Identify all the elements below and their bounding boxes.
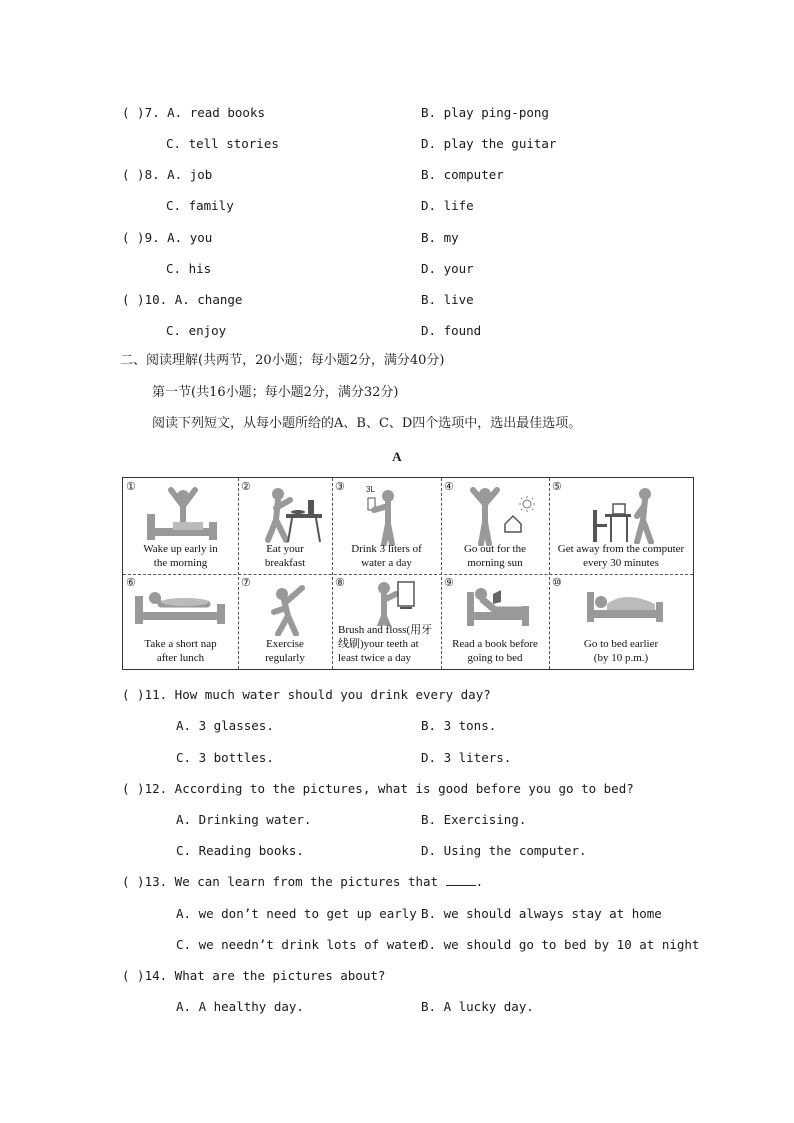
option-b: B. Exercising. [421, 812, 527, 827]
go-to-bed-icon [585, 586, 665, 622]
picture-caption: Go to bed earlier (by 10 p.m.) [583, 638, 659, 664]
section-title: 二、阅读理解(共两节，20小题；每小题2分，满分40分) [120, 353, 445, 368]
picture-caption: Eat your breakfast [264, 543, 306, 569]
question-10 [122, 292, 242, 308]
option-b: B. computer [421, 167, 504, 182]
picture-caption: Drink 3 liters of water a day [351, 543, 422, 569]
drink-water-icon [362, 482, 412, 546]
picture-4 [441, 478, 549, 574]
exercise-icon [258, 582, 312, 636]
question-number: ( )8. [122, 167, 168, 182]
option-a: A. we don’t need to get up early [176, 906, 417, 921]
question-number: ( )7. [122, 105, 168, 120]
picture-number: ⑤ [552, 480, 562, 493]
picture-5 [549, 478, 693, 574]
option-c: C. tell stories [166, 136, 279, 151]
option-d: D. Using the computer. [421, 843, 587, 858]
stem-text: ( )13. We can learn from the pictures that [122, 874, 446, 889]
option-b: B. we should always stay at home [421, 906, 662, 921]
option-a: A. change [174, 292, 243, 307]
picture-caption: Go out for the morning sun [463, 543, 526, 569]
picture-2 [238, 478, 332, 574]
picture-number: ② [241, 480, 251, 493]
picture-number: ⑩ [552, 576, 562, 589]
option-c: C. we needn’t drink lots of water [176, 937, 425, 952]
option-b: B. play ping-pong [421, 105, 549, 120]
breakfast-icon [256, 484, 324, 544]
question-9 [122, 230, 212, 246]
option-d: D. 3 liters. [421, 750, 512, 765]
question-8 [122, 167, 212, 183]
picture-number: ⑦ [241, 576, 251, 589]
option-d: D. your [421, 261, 474, 276]
question-11-stem: ( )11. How much water should you drink every day? [122, 687, 491, 702]
option-a: A. A healthy day. [176, 999, 304, 1014]
option-b: B. live [421, 292, 474, 307]
picture-number: ⑧ [335, 576, 345, 589]
picture-number: ③ [335, 480, 345, 493]
option-c: C. enjoy [166, 323, 227, 338]
option-c: C. family [166, 198, 234, 213]
answer-blank [446, 874, 476, 886]
option-d: D. we should go to bed by 10 at night [421, 937, 700, 952]
option-c: C. Reading books. [176, 843, 304, 858]
picture-6 [123, 574, 238, 669]
option-c: C. his [166, 261, 212, 276]
picture-caption: Exercise regularly [265, 638, 305, 664]
passage-label: A [392, 449, 402, 464]
option-b: B. my [421, 230, 459, 245]
option-b: B. A lucky day. [421, 999, 534, 1014]
instruction: 阅读下列短文，从每小题所给的A、B、C、D四个选项中，选出最佳选项。 [152, 416, 582, 431]
option-a: A. you [167, 230, 213, 245]
question-13-stem [122, 874, 483, 890]
morning-sun-icon [463, 484, 539, 546]
question-number: ( )9. [122, 230, 168, 245]
computer-break-icon [591, 486, 661, 544]
picture-10 [549, 574, 693, 669]
picture-number: ⑥ [126, 576, 136, 589]
option-b: B. 3 tons. [421, 718, 497, 733]
option-c: C. 3 bottles. [176, 750, 274, 765]
picture-3 [332, 478, 441, 574]
picture-caption: Get away from the computer every 30 minutes [557, 543, 685, 569]
option-d: D. play the guitar [421, 136, 557, 151]
question-12-stem: ( )12. According to the pictures, what is good before you go to bed? [122, 781, 634, 796]
read-book-icon [465, 582, 531, 628]
option-a: A. job [167, 167, 213, 182]
picture-number: ① [126, 480, 136, 493]
option-a: A. 3 glasses. [176, 718, 274, 733]
nap-icon [133, 582, 227, 626]
picture-number: ④ [444, 480, 454, 493]
picture-1 [123, 478, 238, 574]
picture-caption: Wake up early in the morning [143, 543, 218, 569]
question-number: ( )10. [122, 292, 175, 307]
option-a: A. Drinking water. [176, 812, 312, 827]
picture-9 [441, 574, 549, 669]
picture-8 [332, 574, 441, 669]
brush-teeth-icon [368, 580, 416, 626]
wake-up-icon [143, 484, 223, 542]
option-d: D. found [421, 323, 482, 338]
picture-7 [238, 574, 332, 669]
subsection-title: 第一节(共16小题；每小题2分，满分32分) [152, 385, 399, 400]
picture-caption: Take a short nap after lunch [144, 638, 217, 664]
picture-grid [122, 477, 694, 670]
option-a: A. read books [167, 105, 265, 120]
option-d: D. life [421, 198, 474, 213]
question-14-stem: ( )14. What are the pictures about? [122, 968, 386, 983]
stem-end: . [475, 874, 484, 889]
picture-caption: Brush and floss(用牙 线刷)your teeth at least twice a day [338, 624, 433, 664]
bottle-label: 3L [366, 485, 375, 494]
picture-number: ⑨ [444, 576, 454, 589]
question-7 [122, 105, 265, 121]
picture-caption: Read a book before going to bed [452, 638, 538, 664]
